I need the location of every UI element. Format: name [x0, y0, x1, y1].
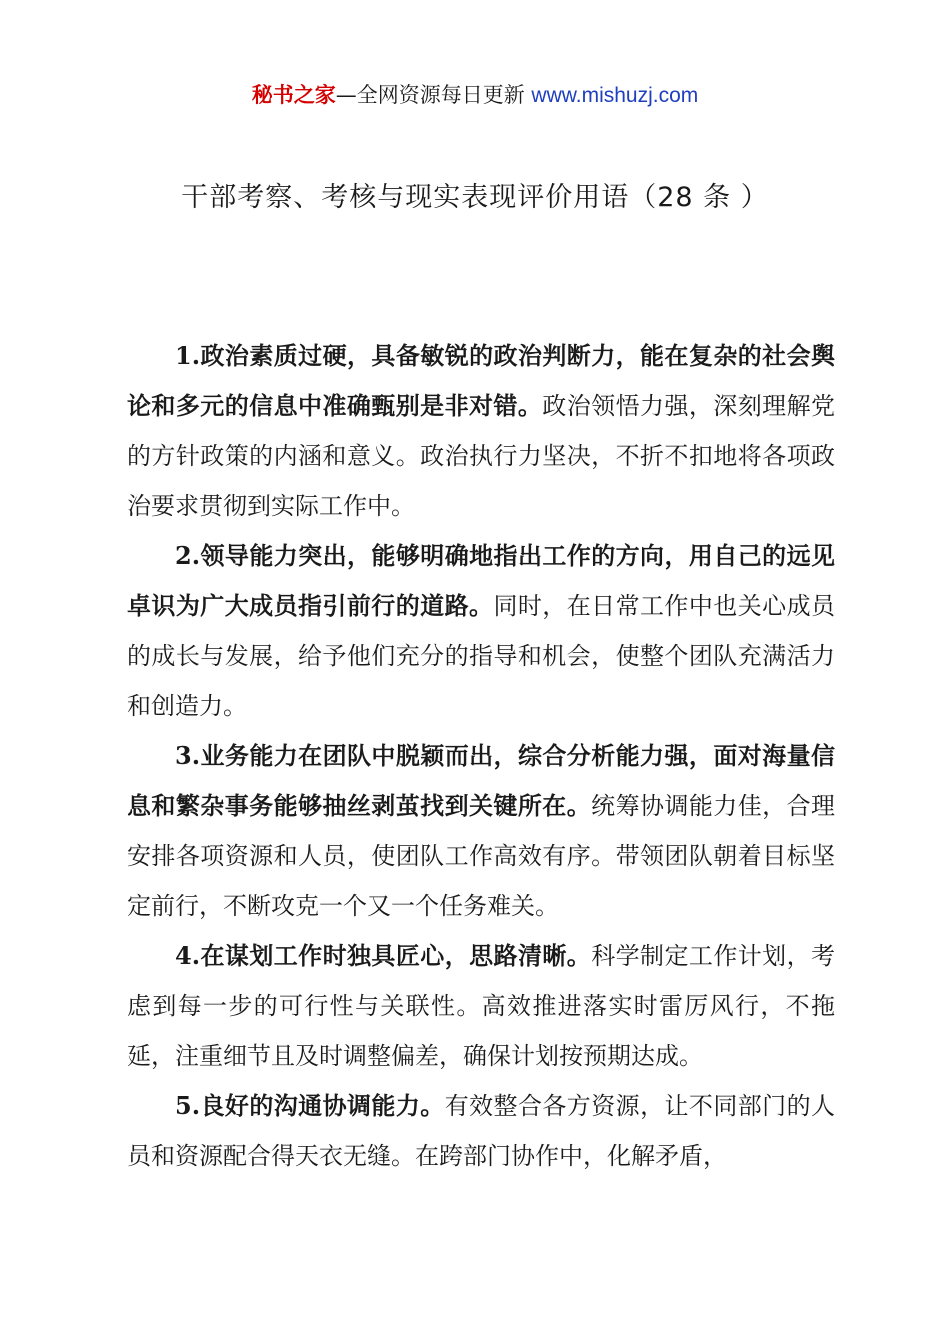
item-number: 5.: [175, 1091, 201, 1120]
list-item: [127, 531, 835, 731]
list-item: [127, 731, 835, 931]
item-lead-text: 政治素质过硬，具备敏锐的政治判断力，能在复杂的社会舆论和多元的信息中准确甄别是非对错。: [127, 342, 835, 420]
item-number: 2.: [175, 541, 201, 570]
list-item: [127, 331, 835, 531]
document-title: 干部考察、考核与现实表现评价用语（28 条 ）: [181, 182, 769, 213]
item-body-text: 有效整合各方资源，让不同部门的人员和资源配合得天衣无缝。在跨部门协作中，化解矛盾，: [127, 1092, 836, 1170]
item-number: 4.: [175, 941, 201, 970]
list-item: [127, 1081, 835, 1181]
header-slogan: —全网资源每日更新: [335, 83, 532, 107]
item-body-text: 科学制定工作计划，考虑到每一步的可行性与关联性。高效推进落实时雷厉风行，不拖延，注重细节且及时调整偏差，确保计划按预期达成。: [127, 942, 836, 1070]
item-body-text: 同时，在日常工作中也关心成员的成长与发展，给予他们充分的指导和机会，使整个团队充满活力和创造力。: [127, 592, 836, 720]
item-number: 3.: [175, 741, 201, 770]
brand-name: 秘书之家: [251, 83, 336, 107]
item-body-text: 统筹协调能力佳，合理安排各项资源和人员，使团队工作高效有序。带领团队朝着目标坚定前行，不断攻克一个又一个任务难关。: [127, 792, 836, 920]
list-item: [127, 931, 835, 1081]
item-lead-text: 在谋划工作时独具匠心，思路清晰。: [200, 942, 592, 970]
item-lead-text: 领导能力突出，能够明确地指出工作的方向，用自己的远见卓识为广大成员指引前行的道路。: [127, 542, 835, 620]
item-lead-text: 业务能力在团队中脱颖而出，综合分析能力强，面对海量信息和繁杂事务能够抽丝剥茧找到关键所在。: [127, 742, 835, 820]
item-number: 1.: [175, 341, 201, 370]
site-url-link[interactable]: www.mishuzj.com: [531, 84, 699, 107]
site-header: [0, 80, 950, 111]
item-lead-text: 良好的沟通协调能力。: [200, 1092, 445, 1120]
item-body-text: 政治领悟力强，深刻理解党的方针政策的内涵和意义。政治执行力坚决，不折不扣地将各项政治要求贯彻到实际工作中。: [127, 392, 836, 520]
document-body: [127, 331, 835, 1181]
